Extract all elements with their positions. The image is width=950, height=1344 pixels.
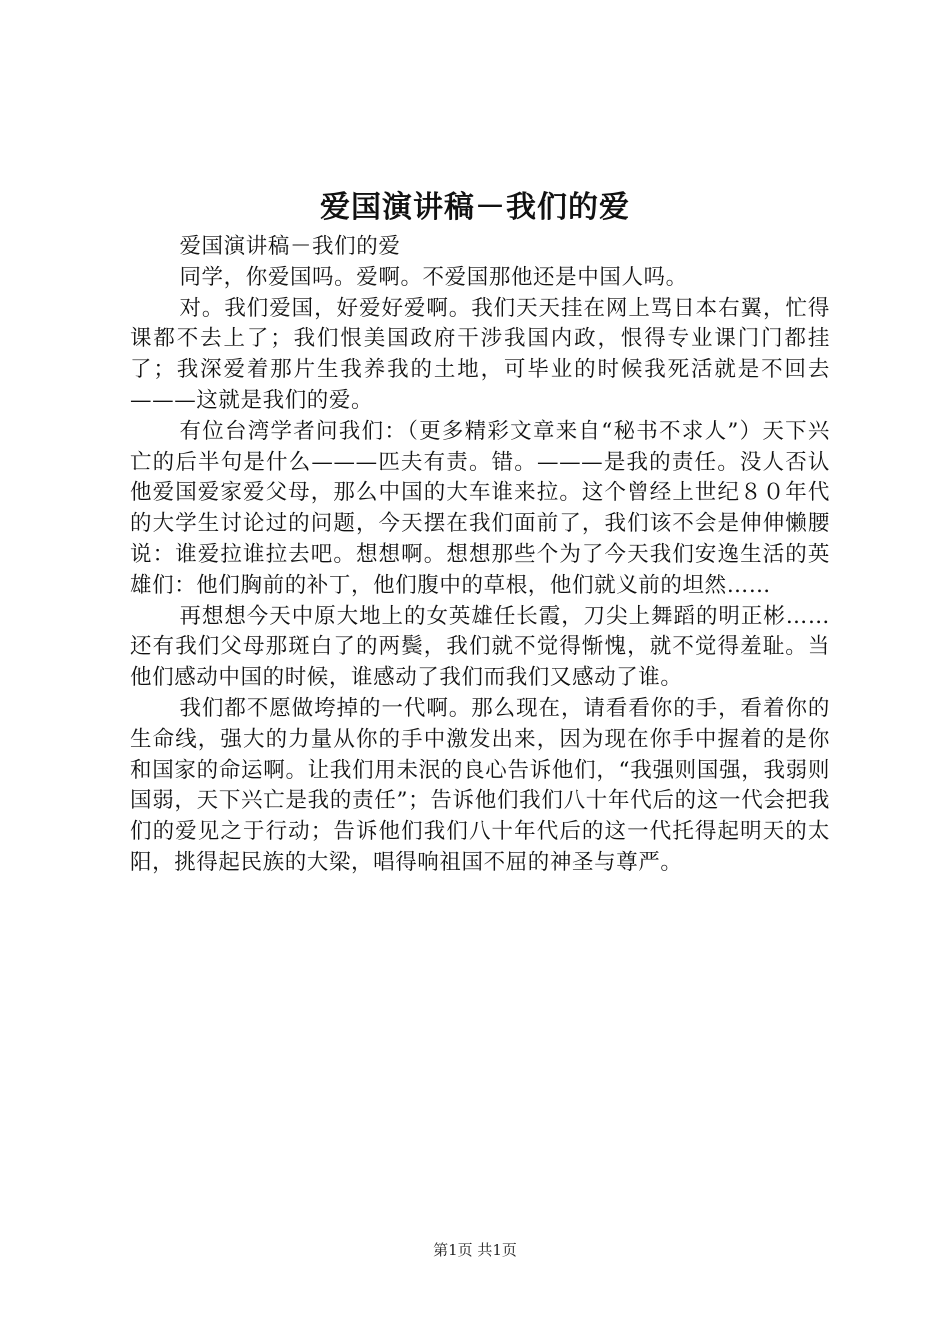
paragraph-1: 同学，你爱国吗。爱啊。不爱国那他还是中国人吗。 (179, 264, 688, 290)
paragraph-2: 对。我们爱国，好爱好爱啊。我们天天挂在网上骂日本右翼，忙得课都不去上了；我们恨美国政府干涉我国内政，恨得专业课门门都挂了；我深爱着那片生我养我的土地，可毕业的时候我死活就是不回去———这就是我们的爱。 (130, 295, 830, 413)
document-title: 爱国演讲稿－我们的爱 (320, 190, 630, 225)
paragraph-4: 再想想今天中原大地上的女英雄任长霞，刀尖上舞蹈的明正彬……还有我们父母那斑白了的两鬓，我们就不觉得惭愧，就不觉得羞耻。当他们感动中国的时候，谁感动了我们而我们又感动了谁。 (130, 603, 830, 691)
paragraph-3: 有位台湾学者问我们：（更多精彩文章来自“秘书不求人”）天下兴亡的后半句是什么———匹夫有责。错。———是我的责任。没人否认他爱国爱家爱父母，那么中国的大车谁来拉。这个曾经上世纪８０年代的大学生讨论过的问题，今天摆在我们面前了，我们该不会是伸伸懒腰说：谁爱拉谁拉去吧。想想啊。想想那些个为了今天我们安逸生活的英雄们：他们胸前的补丁，他们腹中的草根，他们就义前的坦然…… (130, 418, 830, 598)
document-body (130, 232, 830, 879)
paragraph-5: 我们都不愿做垮掉的一代啊。那么现在，请看看你的手，看着你的生命线，强大的力量从你的手中激发出来，因为现在你手中握着的是你和国家的命运啊。让我们用未泯的良心告诉他们，“我强则国强，我弱则国弱，天下兴亡是我的责任”；告诉他们我们八十年代后的这一代会把我们的爱见之于行动；告诉他们我们八十年代后的这一代托得起明天的太阳，挑得起民族的大梁，唱得响祖国不屈的神圣与尊严。 (130, 695, 830, 875)
paragraph-subtitle: 爱国演讲稿－我们的爱 (179, 234, 401, 259)
page-footer: 第1页 共1页 (433, 1241, 517, 1259)
